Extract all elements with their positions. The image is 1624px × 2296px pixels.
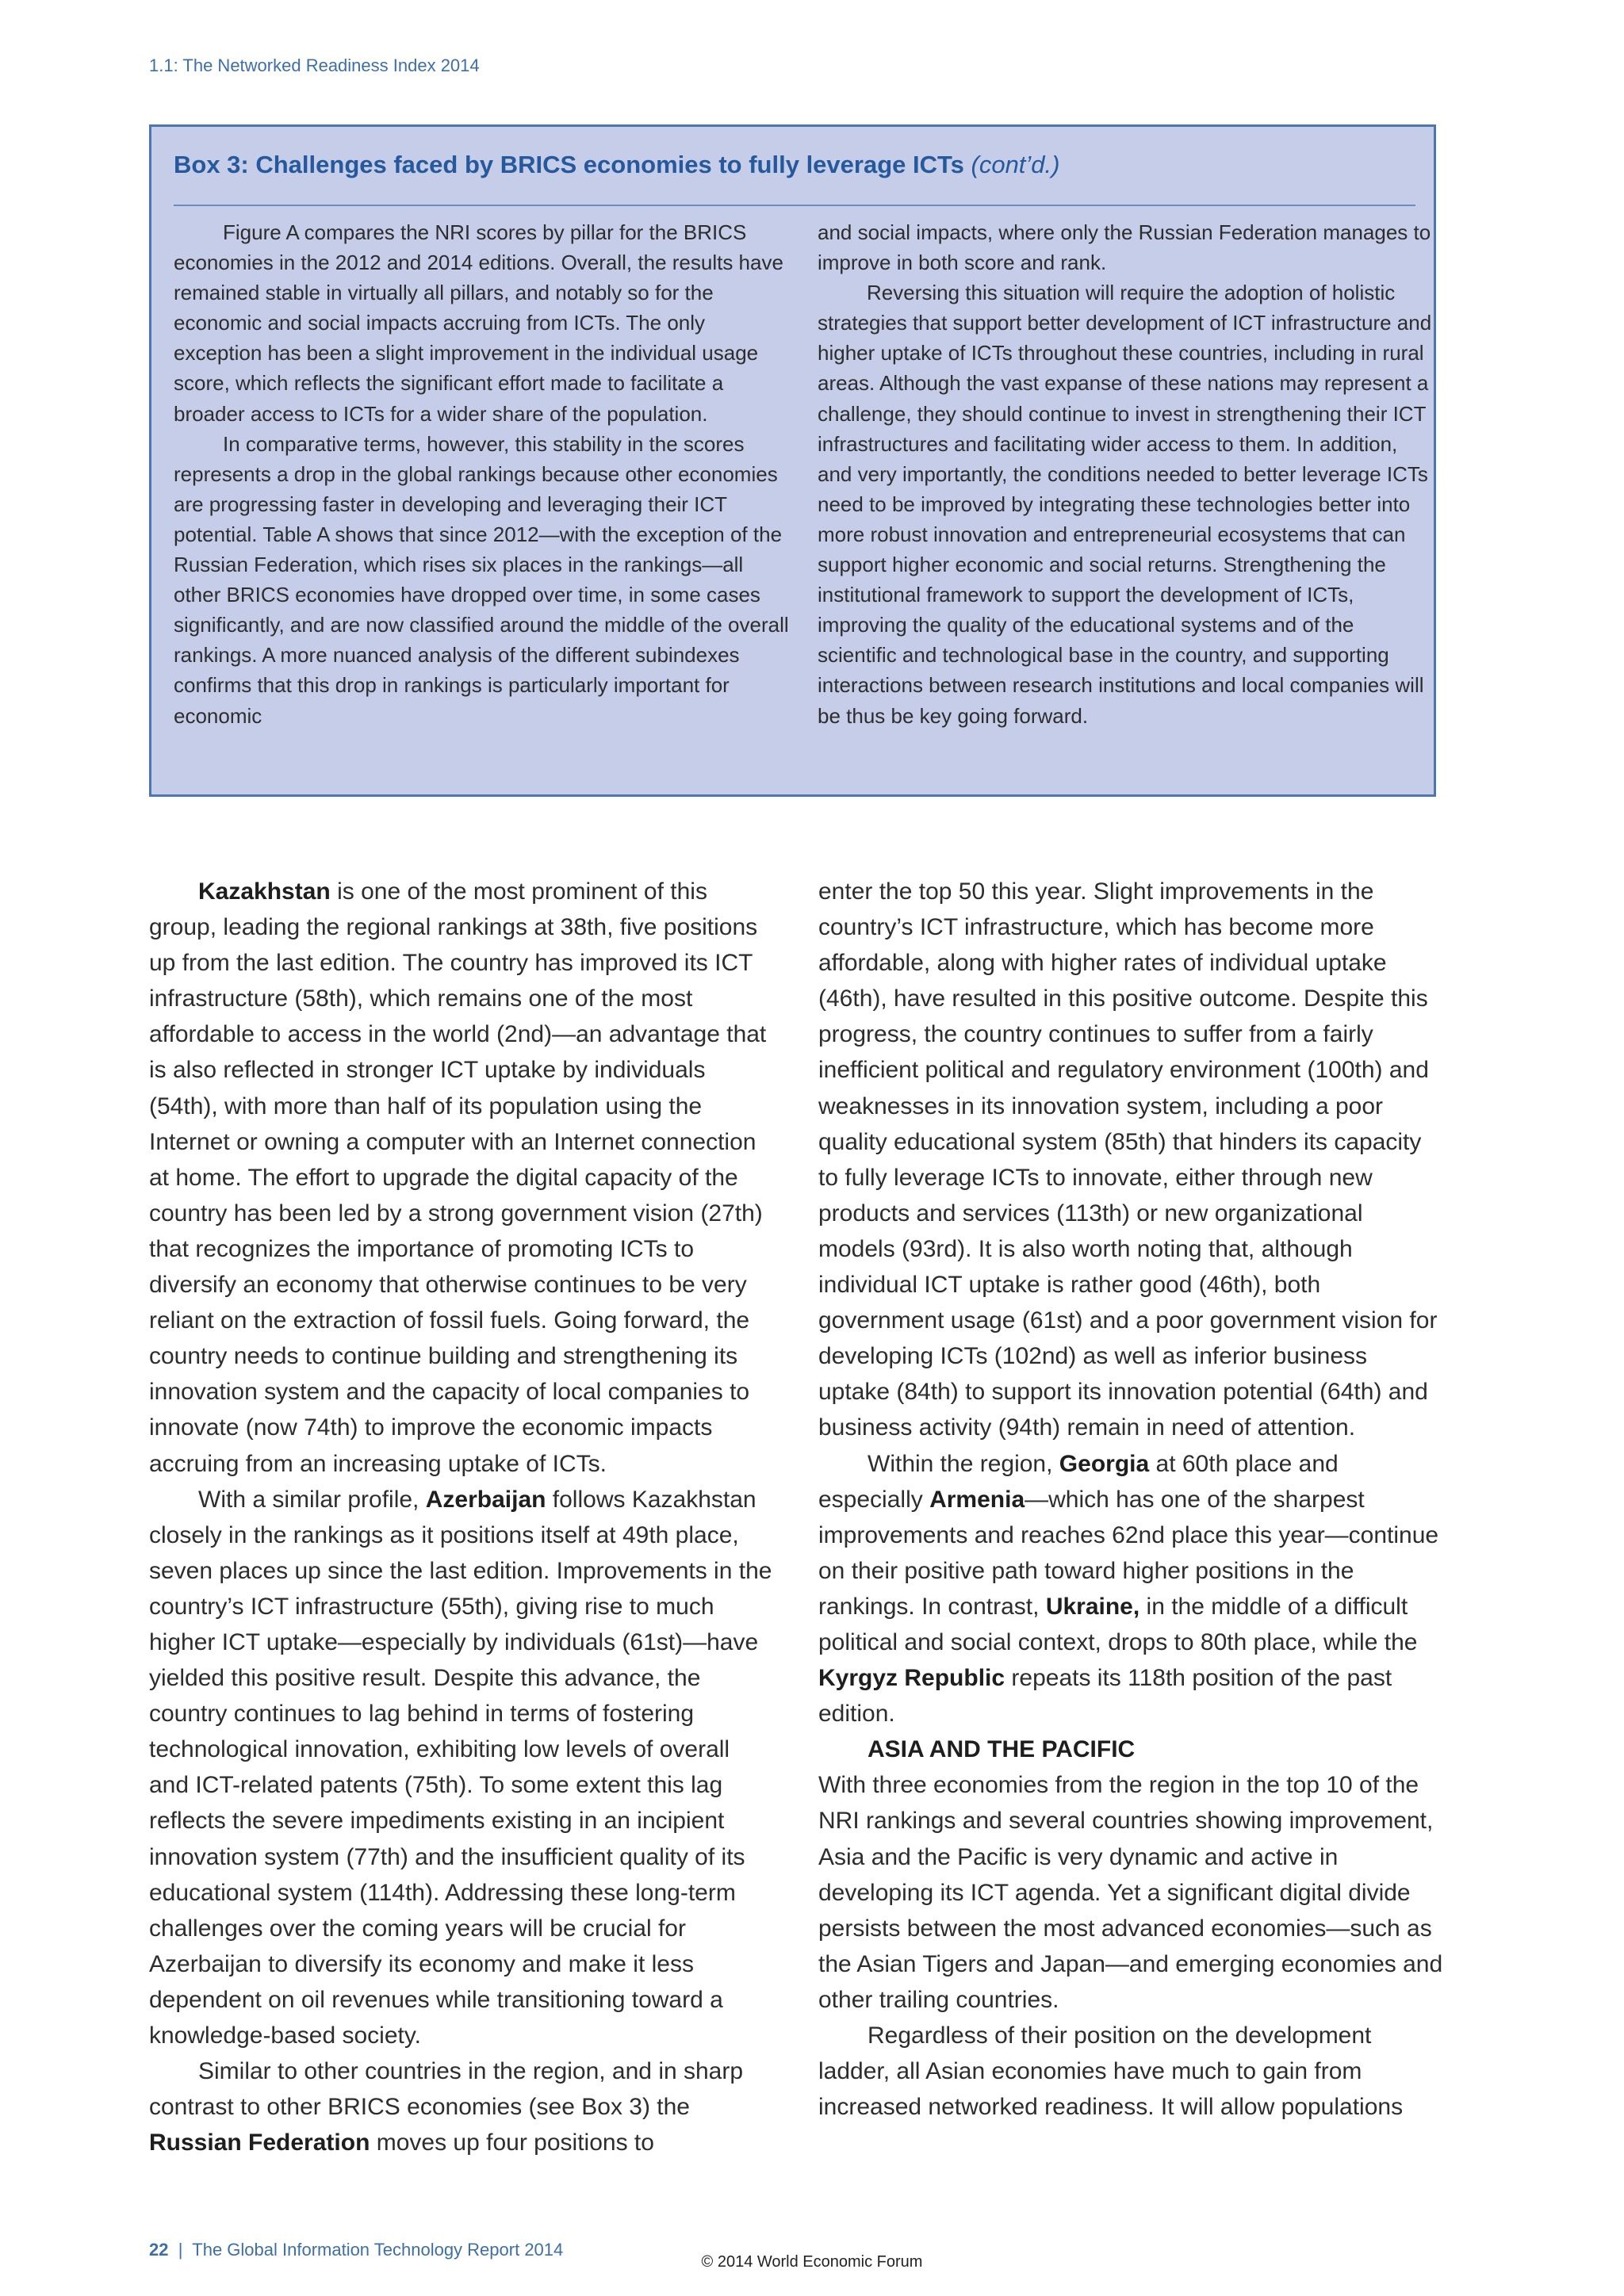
body-column-right	[818, 874, 1445, 2125]
paragraph-text: —which has one of the sharpest improvements and reaches 62nd place this year—continue on their positive path toward higher positions in the rankings. In contrast,	[818, 1486, 1439, 1620]
box-column-left	[174, 217, 792, 731]
paragraph-text: in the middle of a difficult political and social context, drops to 80th place, while the	[818, 1593, 1418, 1655]
box-column-right	[818, 217, 1436, 731]
paragraph-text: repeats its 118th position of the past edition.	[818, 1665, 1392, 1728]
paragraph-region	[818, 1446, 1445, 1732]
publication-title: The Global Information Technology Report 2014	[192, 2240, 564, 2260]
country-name: Armenia	[929, 1486, 1025, 1513]
country-name: Kazakhstan	[198, 878, 331, 905]
box-title-suffix: (cont’d.)	[971, 151, 1060, 178]
country-name: Kyrgyz Republic	[818, 1665, 1005, 1692]
paragraph-text: With a similar profile,	[198, 1486, 426, 1513]
section-heading: ASIA AND THE PACIFIC	[868, 1736, 1136, 1763]
paragraph-russia-continued: enter the top 50 this year. Slight improvements in the country’s ICT infrastructure, which has become more affordable, along with higher rates of individual uptake (46th), have resulted in this positive outcome. Despite this progress, the country continues to suffer from a fairly inefficient political and regulatory environment (100th) and weaknesses in its innovation system, including a poor quality educational system (85th) that hinders its capacity to fully leverage ICTs to innovate, either through new products and services (113th) or new organizational models (93rd). It is also worth noting that, although individual ICT uptake is rather good (46th), both government usage (61st) and a poor government vision for developing ICTs (102nd) as well as inferior business uptake (84th) to support its innovation potential (64th) and business activity (94th) remain in need of attention.	[818, 878, 1438, 1441]
box-paragraph: and social impacts, where only the Russian Federation manages to improve in both score and rank.	[818, 220, 1431, 275]
box-title-text: Box 3: Challenges faced by BRICS economies to fully leverage ICTs	[174, 151, 964, 178]
box-columns	[174, 217, 1432, 772]
country-name: Georgia	[1059, 1450, 1150, 1477]
box-title	[174, 151, 1411, 179]
copyright: © 2014 World Economic Forum	[701, 2253, 923, 2271]
box-3	[149, 124, 1436, 797]
box-paragraph: In comparative terms, however, this stability in the scores represents a drop in the global rankings because other economies are progressing faster in developing and leveraging their ICT potential. Table A shows that since 2012—with the exception of the Russian Federation, which rises six places in the rankings—all other BRICS economies have dropped over time, in some cases significantly, and are now classified around the middle of the overall rankings. A more nuanced analysis of the different subindexes confirms that this drop in rankings is particularly important for economic	[174, 431, 789, 728]
page-number: 22	[149, 2240, 169, 2260]
paragraph-azerbaijan	[149, 1482, 776, 2054]
running-head: 1.1: The Networked Readiness Index 2014	[149, 55, 480, 75]
footer-separator: |	[178, 2240, 183, 2260]
country-name: Azerbaijan	[425, 1486, 546, 1513]
body-column-left	[149, 874, 776, 2160]
paragraph-russia	[149, 2053, 776, 2160]
paragraph-text: is one of the most prominent of this group, leading the regional rankings at 38th, five positions up from the last edition. The country has improved its ICT infrastructure (58th), which remains one of the most affordable to access in the world (2nd)—an advantage that is also reflected in stronger ICT uptake by individuals (54th), with more than half of its population using the Internet or owning a computer with an Internet connection at home. The effort to upgrade the digital capacity of the country has been led by a strong government vision (27th) that recognizes the importance of promoting ICTs to diversify an economy that otherwise continues to be very reliant on the extraction of fossil fuels. Going forward, the country needs to continue building and strengthening its innovation system and the capacity of local companies to innovate (now 74th) to improve the economic impacts accruing from an increasing uptake of ICTs.	[149, 878, 767, 1477]
box-paragraph: Figure A compares the NRI scores by pillar for the BRICS economies in the 2012 and 2014 editions. Overall, the results have remained stable in virtually all pillars, and notably so for the economic and social impacts accruing from ICTs. The only exception has been a slight improvement in the individual usage score, which reflects the significant effort made to facilitate a broader access to ICTs for a wider share of the population.	[174, 220, 783, 426]
country-name: Russian Federation	[149, 2130, 370, 2156]
box-paragraph: Reversing this situation will require the adoption of holistic strategies that support better development of ICT infrastructure and higher uptake of ICTs throughout these countries, including in rural areas. Although the vast expanse of these nations may represent a challenge, they should continue to invest in strengthening their ICT infrastructures and facilitating wider access to them. In addition, and very importantly, the conditions needed to better leverage ICTs need to be improved by integrating these technologies better into more robust innovation and entrepreneurial ecosystems that can support higher economic and social returns. Strengthening the institutional framework to support the development of ICTs, improving the quality of the educational systems and of the scientific and technological base in the country, and supporting interactions between research institutions and local companies will be thus be key going forward.	[818, 281, 1432, 728]
paragraph-asia-2: Regardless of their position on the development ladder, all Asian economies have much to gain from increased networked readiness. It will allow populations	[818, 2022, 1404, 2121]
paragraph-text: Similar to other countries in the region, and in sharp contrast to other BRICS economies (see Box 3) the	[149, 2058, 744, 2121]
paragraph-text: moves up four positions to	[370, 2130, 654, 2156]
country-name: Ukraine,	[1045, 1593, 1140, 1620]
paragraph-asia: With three economies from the region in the top 10 of the NRI rankings and several countries showing improvement, Asia and the Pacific is very dynamic and active in developing its ICT agenda. Yet a significant digital divide persists between the most advanced economies—such as the Asian Tigers and Japan—and emerging economies and other trailing countries.	[818, 1772, 1443, 2013]
paragraph-text: Within the region,	[868, 1450, 1059, 1477]
paragraph-text: at 60th place and especially	[818, 1450, 1339, 1513]
box-divider	[174, 205, 1415, 206]
paragraph-kazakhstan	[149, 874, 776, 1482]
paragraph-text: follows Kazakhstan closely in the rankings as it positions itself at 49th place, seven places up since the last edition. Improvements in the country’s ICT infrastructure (55th), giving rise to much higher ICT uptake—especially by individuals (61st)—have yielded this positive result. Despite this advance, the country continues to lag behind in terms of fostering technological innovation, exhibiting low levels of overall and ICT-related patents (75th). To some extent this lag reflects the severe impediments existing in an incipient innovation system (77th) and the insufficient quality of its educational system (114th). Addressing these long-term challenges over the coming years will be crucial for Azerbaijan to diversify its economy and make it less dependent on oil revenues while transitioning toward a knowledge-based society.	[149, 1486, 772, 2049]
